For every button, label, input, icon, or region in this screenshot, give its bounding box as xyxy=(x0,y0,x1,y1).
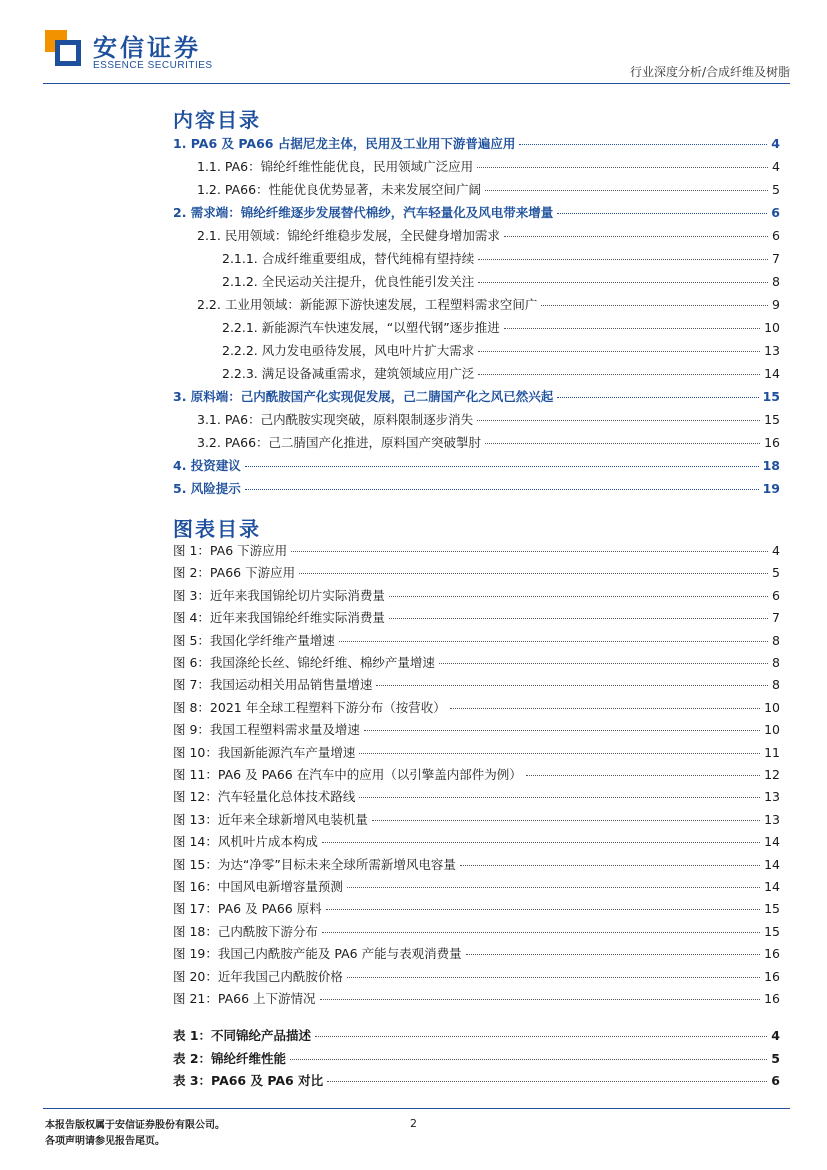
figure-entry[interactable] xyxy=(173,787,780,809)
figure-entry-page: 7 xyxy=(772,610,780,626)
dot-leader xyxy=(557,213,767,214)
logo-mark-icon xyxy=(45,30,83,68)
toc-entry-page: 15 xyxy=(762,389,780,404)
figure-entry-label: 图 1：PA6 下游应用 xyxy=(173,543,288,558)
figure-entry-label: 图 20：近年我国己内酰胺价格 xyxy=(173,968,343,984)
figure-entry-page: 12 xyxy=(764,767,780,782)
dot-leader xyxy=(372,820,760,821)
dot-leader xyxy=(359,797,760,798)
figure-entry-page: 4 xyxy=(772,543,780,558)
table-entry-label: 表 2：锦纶纤维性能 xyxy=(173,1050,287,1066)
disclaimer-note: 各项声明请参见报告尾页。 xyxy=(45,1136,165,1147)
figure-entry[interactable] xyxy=(173,675,780,697)
dot-leader xyxy=(291,551,768,552)
dot-leader xyxy=(439,663,768,664)
toc-entry-label: 2.1.2. 全民运动关注提升，优良性能引发关注 xyxy=(222,274,475,289)
figure-entry-page: 16 xyxy=(764,991,780,1006)
dot-leader xyxy=(327,1081,767,1082)
figure-entry-label: 图 12：汽车轻量化总体技术路线 xyxy=(173,789,356,805)
figure-entry-page: 8 xyxy=(772,677,780,693)
toc-entry-label: 1. PA6 及 PA66 占据尼龙主体，民用及工业用下游普遍应用 xyxy=(173,136,516,151)
toc-entry-page: 4 xyxy=(772,159,780,174)
table-entry-page: 4 xyxy=(771,1028,780,1043)
dot-leader xyxy=(541,305,768,306)
figure-entry-label: 图 9：我国工程塑料需求量及增速 xyxy=(173,722,360,738)
dot-leader xyxy=(376,685,768,686)
figure-entry-page: 15 xyxy=(764,923,780,939)
dot-leader xyxy=(322,932,760,933)
toc-entry-label: 2.1.1. 合成纤维重要组成，替代纯棉有望持续 xyxy=(222,251,475,266)
figure-entry-label: 图 6：我国涤纶长丝、锦纶纤维、棉纱产量增速 xyxy=(173,655,435,670)
toc-entry-label: 5. 风险提示 xyxy=(173,481,241,496)
dot-leader xyxy=(485,443,760,444)
figure-entry[interactable] xyxy=(173,899,780,921)
dot-leader xyxy=(466,954,761,955)
figure-entry[interactable] xyxy=(173,586,780,608)
toc-entry-page: 4 xyxy=(771,136,780,151)
figure-entry-page: 16 xyxy=(764,946,780,962)
figure-entry[interactable] xyxy=(173,967,780,989)
toc-entry-label: 4. 投资建议 xyxy=(173,458,241,473)
dot-leader xyxy=(359,753,760,754)
toc-entry[interactable] xyxy=(222,272,780,294)
brand-name-cn: 安信证券 xyxy=(93,33,201,62)
dot-leader xyxy=(315,1036,767,1037)
toc-entry-label: 3.1. PA6：己内酰胺实现突破，原料限制逐步消失 xyxy=(197,412,474,427)
figure-entry[interactable] xyxy=(173,944,780,966)
figure-entry[interactable] xyxy=(173,877,780,899)
dot-leader xyxy=(477,167,768,168)
figure-entry[interactable] xyxy=(173,743,780,765)
figure-entry[interactable] xyxy=(173,720,780,742)
dot-leader xyxy=(478,374,760,375)
copyright-note: 本报告版权属于安信证券股份有限公司。 xyxy=(45,1120,225,1131)
toc-entry-label: 2.2.1. 新能源汽车快速发展，“以塑代钢”逐步推进 xyxy=(222,320,500,335)
toc-entry[interactable] xyxy=(222,318,780,340)
toc-entry-page: 9 xyxy=(772,297,780,312)
toc-entry[interactable] xyxy=(222,249,780,271)
company-logo xyxy=(45,30,213,74)
toc-entry[interactable] xyxy=(173,456,780,478)
toc-title: 内容目录 xyxy=(173,108,261,132)
toc-entry-page: 18 xyxy=(762,458,780,473)
dot-leader xyxy=(389,618,768,619)
dot-leader xyxy=(526,775,760,776)
toc-entry-page: 7 xyxy=(772,251,780,266)
figure-entry[interactable] xyxy=(173,541,780,563)
toc-entry[interactable] xyxy=(222,341,780,363)
dot-leader xyxy=(326,909,760,910)
figure-entry-label: 图 15：为达“净零”目标未来全球所需新增风电容量 xyxy=(173,856,456,872)
figure-entry[interactable] xyxy=(173,563,780,585)
table-entry[interactable] xyxy=(173,1026,780,1048)
toc-entry[interactable] xyxy=(197,157,780,179)
dot-leader xyxy=(290,1059,767,1060)
toc-entry-label: 3. 原料端：己内酰胺国产化实现促发展，己二腈国产化之风已然兴起 xyxy=(173,389,554,404)
figure-entry-page: 14 xyxy=(764,879,780,894)
figure-entry-label: 图 2：PA66 下游应用 xyxy=(173,565,296,581)
toc-entry-label: 2.1. 民用领域：锦纶纤维稳步发展，全民健身增加需求 xyxy=(197,228,500,243)
figure-entry-page: 13 xyxy=(764,811,780,827)
toc-entry-page: 19 xyxy=(762,481,780,496)
figure-entry-page: 14 xyxy=(764,834,780,850)
figure-entry-label: 图 4：近年来我国锦纶纤维实际消费量 xyxy=(173,610,385,626)
toc-entry-label: 2.2. 工业用领域：新能源下游快速发展，工程塑料需求空间广 xyxy=(197,297,538,312)
toc-entry[interactable] xyxy=(173,134,780,156)
figure-entry-page: 10 xyxy=(764,722,780,738)
dot-leader xyxy=(389,596,768,597)
figure-entry-page: 15 xyxy=(764,901,780,917)
table-entry-page: 6 xyxy=(771,1073,780,1088)
figure-entry-page: 8 xyxy=(772,655,780,670)
toc-entry-page: 6 xyxy=(771,205,780,220)
dot-leader xyxy=(485,190,768,191)
figure-entry[interactable] xyxy=(173,698,780,720)
figure-entry-page: 8 xyxy=(772,632,780,648)
table-entry[interactable] xyxy=(173,1071,780,1093)
dot-leader xyxy=(347,887,760,888)
figure-entry-label: 图 5：我国化学纤维产量增速 xyxy=(173,632,335,648)
toc-entry-page: 5 xyxy=(772,182,780,197)
dot-leader xyxy=(519,144,767,145)
figure-entry-label: 图 14：风机叶片成本构成 xyxy=(173,834,318,850)
toc-entry[interactable] xyxy=(197,295,780,317)
toc-entry-page: 10 xyxy=(764,320,780,335)
dot-leader xyxy=(245,466,759,467)
figure-entry[interactable] xyxy=(173,832,780,854)
figure-entry-label: 图 17：PA6 及 PA66 原料 xyxy=(173,901,322,917)
toc-entry-label: 2.2.3. 满足设备减重需求，建筑领域应用广泛 xyxy=(222,366,475,381)
figure-entry-page: 5 xyxy=(772,565,780,581)
toc-entry-page: 8 xyxy=(772,274,780,289)
figure-entry[interactable] xyxy=(173,855,780,877)
dot-leader xyxy=(347,977,760,978)
dot-leader xyxy=(322,842,760,843)
dot-leader xyxy=(460,865,760,866)
dot-leader xyxy=(557,397,758,398)
toc-entry[interactable] xyxy=(197,180,780,202)
figure-entry-page: 16 xyxy=(764,968,780,984)
dot-leader xyxy=(364,730,760,731)
figure-entry-label: 图 10：我国新能源汽车产量增速 xyxy=(173,744,356,760)
figure-entry[interactable] xyxy=(173,765,780,787)
dot-leader xyxy=(478,351,760,352)
toc-entry[interactable] xyxy=(173,479,780,501)
dot-leader xyxy=(245,489,759,490)
figure-entry[interactable] xyxy=(173,810,780,832)
dot-leader xyxy=(477,420,760,421)
toc-entry-label: 3.2. PA66：己二腈国产化推进，原料国产突破掣肘 xyxy=(197,435,482,450)
figure-entry-label: 图 13：近年来全球新增风电装机量 xyxy=(173,811,368,827)
table-entry[interactable] xyxy=(173,1049,780,1071)
toc-entry[interactable] xyxy=(222,364,780,386)
figure-entry-label: 图 3：近年来我国锦纶切片实际消费量 xyxy=(173,587,385,603)
figure-entry-page: 10 xyxy=(764,699,780,715)
figure-entry[interactable] xyxy=(173,631,780,653)
figure-entry-label: 图 19：我国己内酰胺产能及 PA6 产能与表观消费量 xyxy=(173,946,462,962)
figure-entry-page: 11 xyxy=(764,744,780,760)
figure-entry-label: 图 21：PA66 上下游情况 xyxy=(173,991,316,1006)
dot-leader xyxy=(504,236,768,237)
toc-entry-label: 1.1. PA6：锦纶纤维性能优良，民用领域广泛应用 xyxy=(197,159,474,174)
toc-entry-label: 2.2.2. 风力发电亟待发展，风电叶片扩大需求 xyxy=(222,343,475,358)
figure-entry[interactable] xyxy=(173,608,780,630)
figure-entry-label: 图 18：己内酰胺下游分布 xyxy=(173,923,318,939)
figure-entry-label: 图 7：我国运动相关用品销售量增速 xyxy=(173,677,373,693)
toc-entry[interactable] xyxy=(197,433,780,455)
toc-entry-label: 2. 需求端：锦纶纤维逐步发展替代棉纱，汽车轻量化及风电带来增量 xyxy=(173,205,554,220)
toc-entry-page: 6 xyxy=(772,228,780,243)
toc-entry[interactable] xyxy=(197,226,780,248)
toc-entry-page: 14 xyxy=(764,366,780,381)
figure-entry[interactable] xyxy=(173,922,780,944)
figures-title: 图表目录 xyxy=(173,517,261,541)
figure-entry[interactable] xyxy=(173,989,780,1011)
dot-leader xyxy=(478,259,768,260)
toc-entry[interactable] xyxy=(173,203,780,225)
figure-entry-page: 14 xyxy=(764,856,780,872)
toc-entry-page: 15 xyxy=(764,412,780,427)
figure-entry[interactable] xyxy=(173,653,780,675)
toc-entry[interactable] xyxy=(197,410,780,432)
figure-entry-label: 图 16：中国风电新增容量预测 xyxy=(173,879,343,894)
figure-entry-page: 6 xyxy=(772,587,780,603)
brand-name-en: ESSENCE SECURITIES xyxy=(93,60,213,71)
dot-leader xyxy=(339,641,768,642)
figure-entry-label: 图 8：2021 年全球工程塑料下游分布（按营收） xyxy=(173,699,446,715)
table-entry-label: 表 3：PA66 及 PA6 对比 xyxy=(173,1073,324,1088)
dot-leader xyxy=(504,328,760,329)
dot-leader xyxy=(299,573,768,574)
figure-entry-page: 13 xyxy=(764,789,780,805)
footer-divider xyxy=(43,1108,790,1109)
page-number: 2 xyxy=(410,1117,417,1130)
table-entry-page: 5 xyxy=(771,1050,780,1066)
toc-entry-label: 1.2. PA66：性能优良优势显著，未来发展空间广阔 xyxy=(197,182,482,197)
dot-leader xyxy=(478,282,768,283)
toc-entry-page: 16 xyxy=(764,435,780,450)
dot-leader xyxy=(450,708,760,709)
toc-entry[interactable] xyxy=(173,387,780,409)
toc-entry-page: 13 xyxy=(764,343,780,358)
table-entry-label: 表 1：不同锦纶产品描述 xyxy=(173,1028,312,1043)
report-type: 行业深度分析/合成纤维及树脂 xyxy=(629,65,790,79)
figure-entry-label: 图 11：PA6 及 PA66 在汽车中的应用（以引擎盖内部件为例） xyxy=(173,767,522,782)
dot-leader xyxy=(320,999,761,1000)
header-divider xyxy=(43,83,790,84)
